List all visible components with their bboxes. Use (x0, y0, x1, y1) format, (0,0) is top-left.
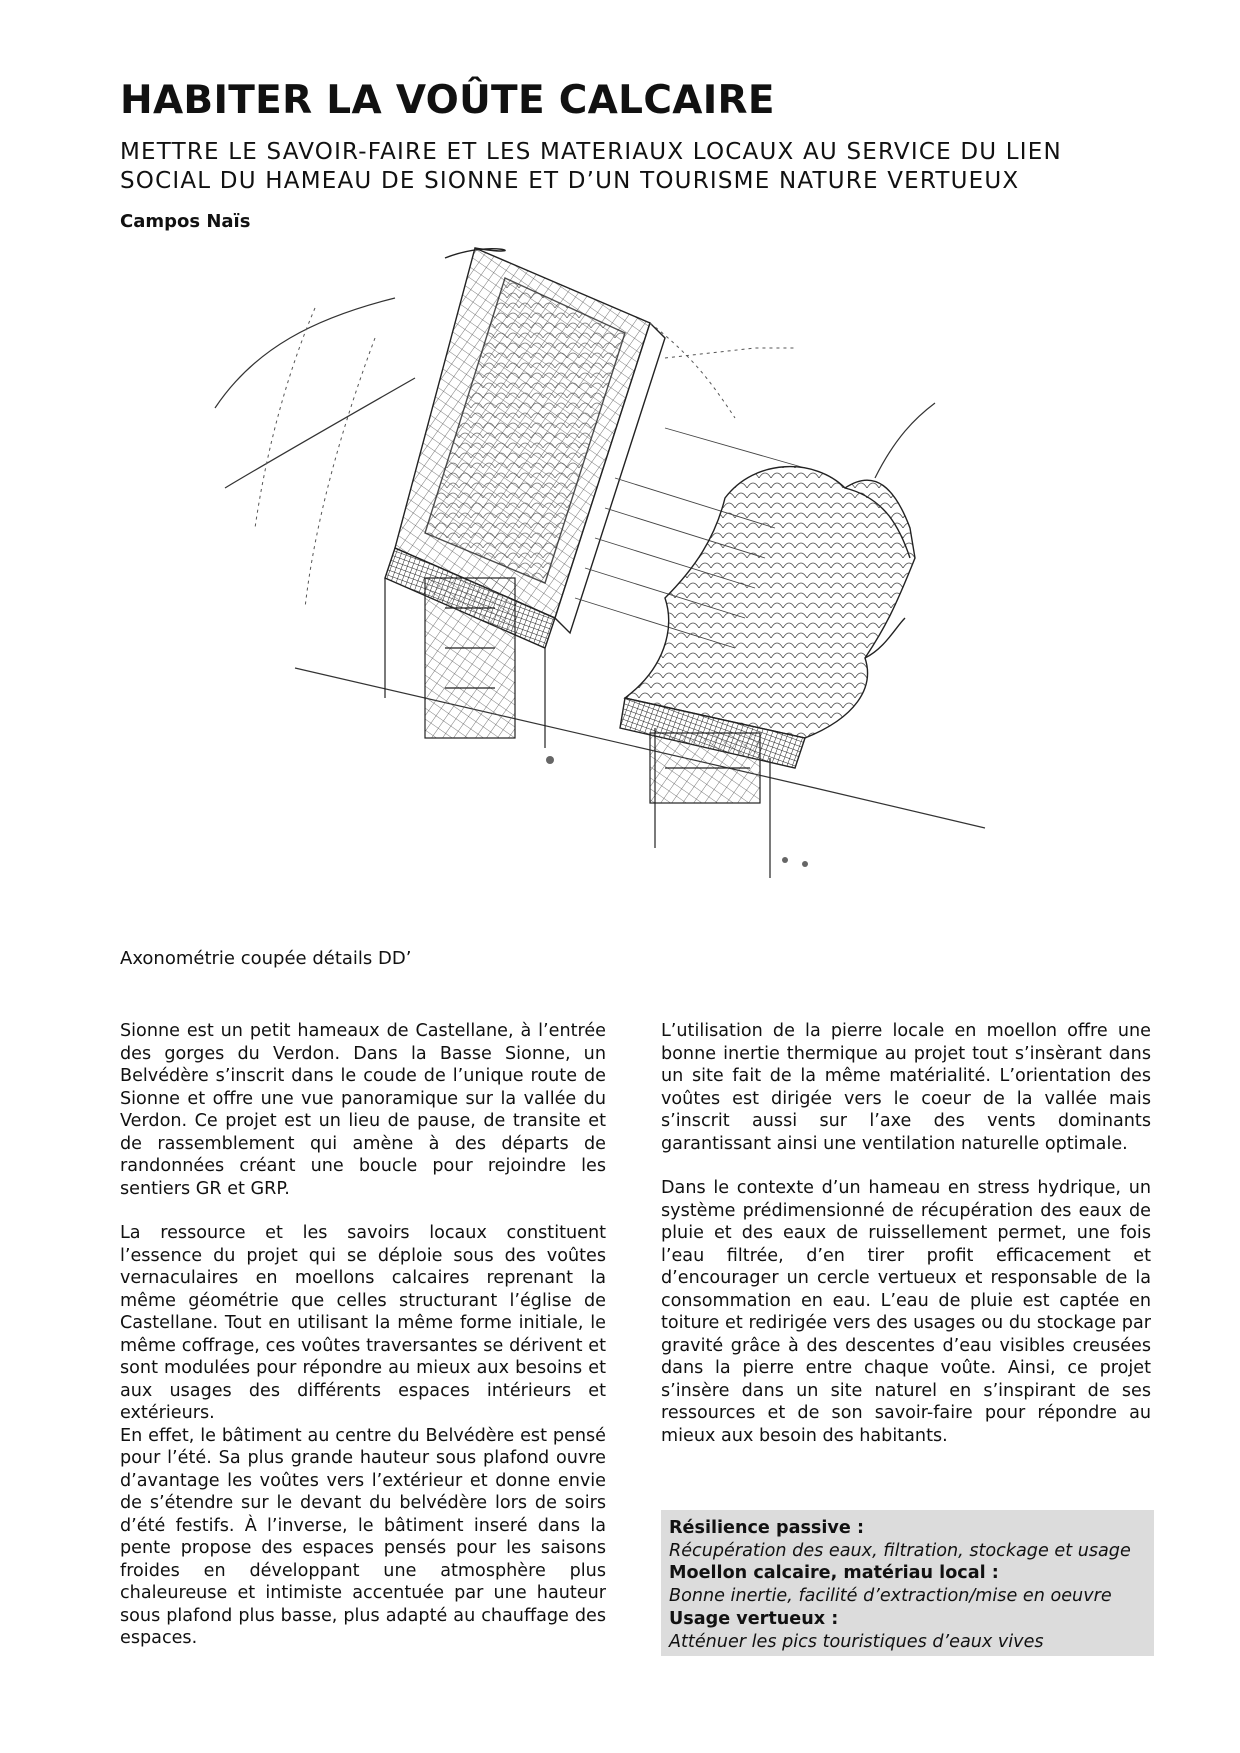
summary-heading: Résilience passive : (669, 1518, 864, 1538)
paragraph: En effet, le bâtiment au centre du Belvédère est pensé pour l’été. Sa plus grande hauteur sous plafond ouvre d’avantage les voûtes vers l’extérieur et donne envie de s’étendre sur le devant du belvédère lors de soirs d’été festifs. À l’inverse, le bâtiment inseré dans la pente propose des espaces pensés pour les saisons froides en développant une atmosphère plus chaleureuse et intimiste accentuée par une hauteur sous plafond plus basse, plus adapté au chauffage des espaces. (120, 1425, 606, 1648)
summary-heading: Moellon calcaire, matériau local : (669, 1563, 999, 1584)
left-text-column (120, 1020, 606, 1650)
page-title: HABITER LA VOÛTE CALCAIRE (120, 78, 775, 123)
figure-caption: Axonométrie coupée détails DD’ (120, 948, 412, 969)
summary-heading: Usage vertueux : (669, 1608, 839, 1629)
page-subtitle (120, 138, 1160, 196)
axonometric-drawing (195, 228, 1040, 983)
summary-value: Atténuer les pics touristiques d’eaux vives (669, 1631, 1044, 1652)
summary-value: Récupération des eaux, filtration, stockage et usage (669, 1540, 1131, 1561)
paragraph: La ressource et les savoirs locaux constituent l’essence du projet qui se déploie sous des voûtes vernaculaires en moellons calcaires reprenant la même géométrie que celles structurant l’église de Castellane. Tout en utilisant la même forme initiale, le même coffrage, ces voûtes traversantes se dérivent et sont modulées pour répondre au mieux aux besoins et aux usages des différents espaces intérieurs et extérieurs. (120, 1223, 606, 1423)
summary-box (661, 1510, 1154, 1656)
paragraph: L’utilisation de la pierre locale en moellon offre une bonne inertie thermique au projet tout s’insèrant dans un site fait de la même matérialité. L’orientation des voûtes est dirigée vers le coeur de la vallée mais s’inscrit aussi sur l’axe des vents dominants garantissant ainsi une ventilation naturelle optimale. (661, 1021, 1151, 1154)
author-name: Campos Naïs (120, 211, 251, 232)
paragraph: Sionne est un petit hameaux de Castellane, à l’entrée des gorges du Verdon. Dans la Basse Sionne, un Belvédère s’inscrit dans le coude de l’unique route de Sionne et offre une vue panoramique sur la vallée du Verdon. Ce projet est un lieu de pause, de transite et de rassemblement qui amène à des départs de randonnées créant une boucle pour rejoindre les sentiers GR et GRP. (120, 1021, 606, 1199)
summary-value: Bonne inertie, facilité d’extraction/mise en oeuvre (669, 1586, 1112, 1607)
subtitle-line-1: METTRE LE SAVOIR-FAIRE ET LES MATERIAUX LOCAUX AU SERVICE DU LIEN (120, 139, 1062, 165)
right-text-column (661, 1020, 1151, 1447)
subtitle-line-2: SOCIAL DU HAMEAU DE SIONNE ET D’UN TOURISME NATURE VERTUEUX (120, 168, 1020, 194)
paragraph: Dans le contexte d’un hameau en stress hydrique, un système prédimensionné de récupération des eaux de pluie et des eaux de ruissellement permet, une fois l’eau filtrée, d’en tirer profit efficacement et d’encourager un cercle vertueux et responsable de la consommation en eau. L’eau de pluie est captée en toiture et redirigée vers des usages ou du stockage par gravité grâce à des descentes d’eau visibles creusées dans la pierre entre chaque voûte. Ainsi, ce projet s’insère dans un site naturel en s’inspirant de ses ressources et de son savoir-faire pour répondre au mieux aux besoin des habitants. (661, 1178, 1151, 1446)
